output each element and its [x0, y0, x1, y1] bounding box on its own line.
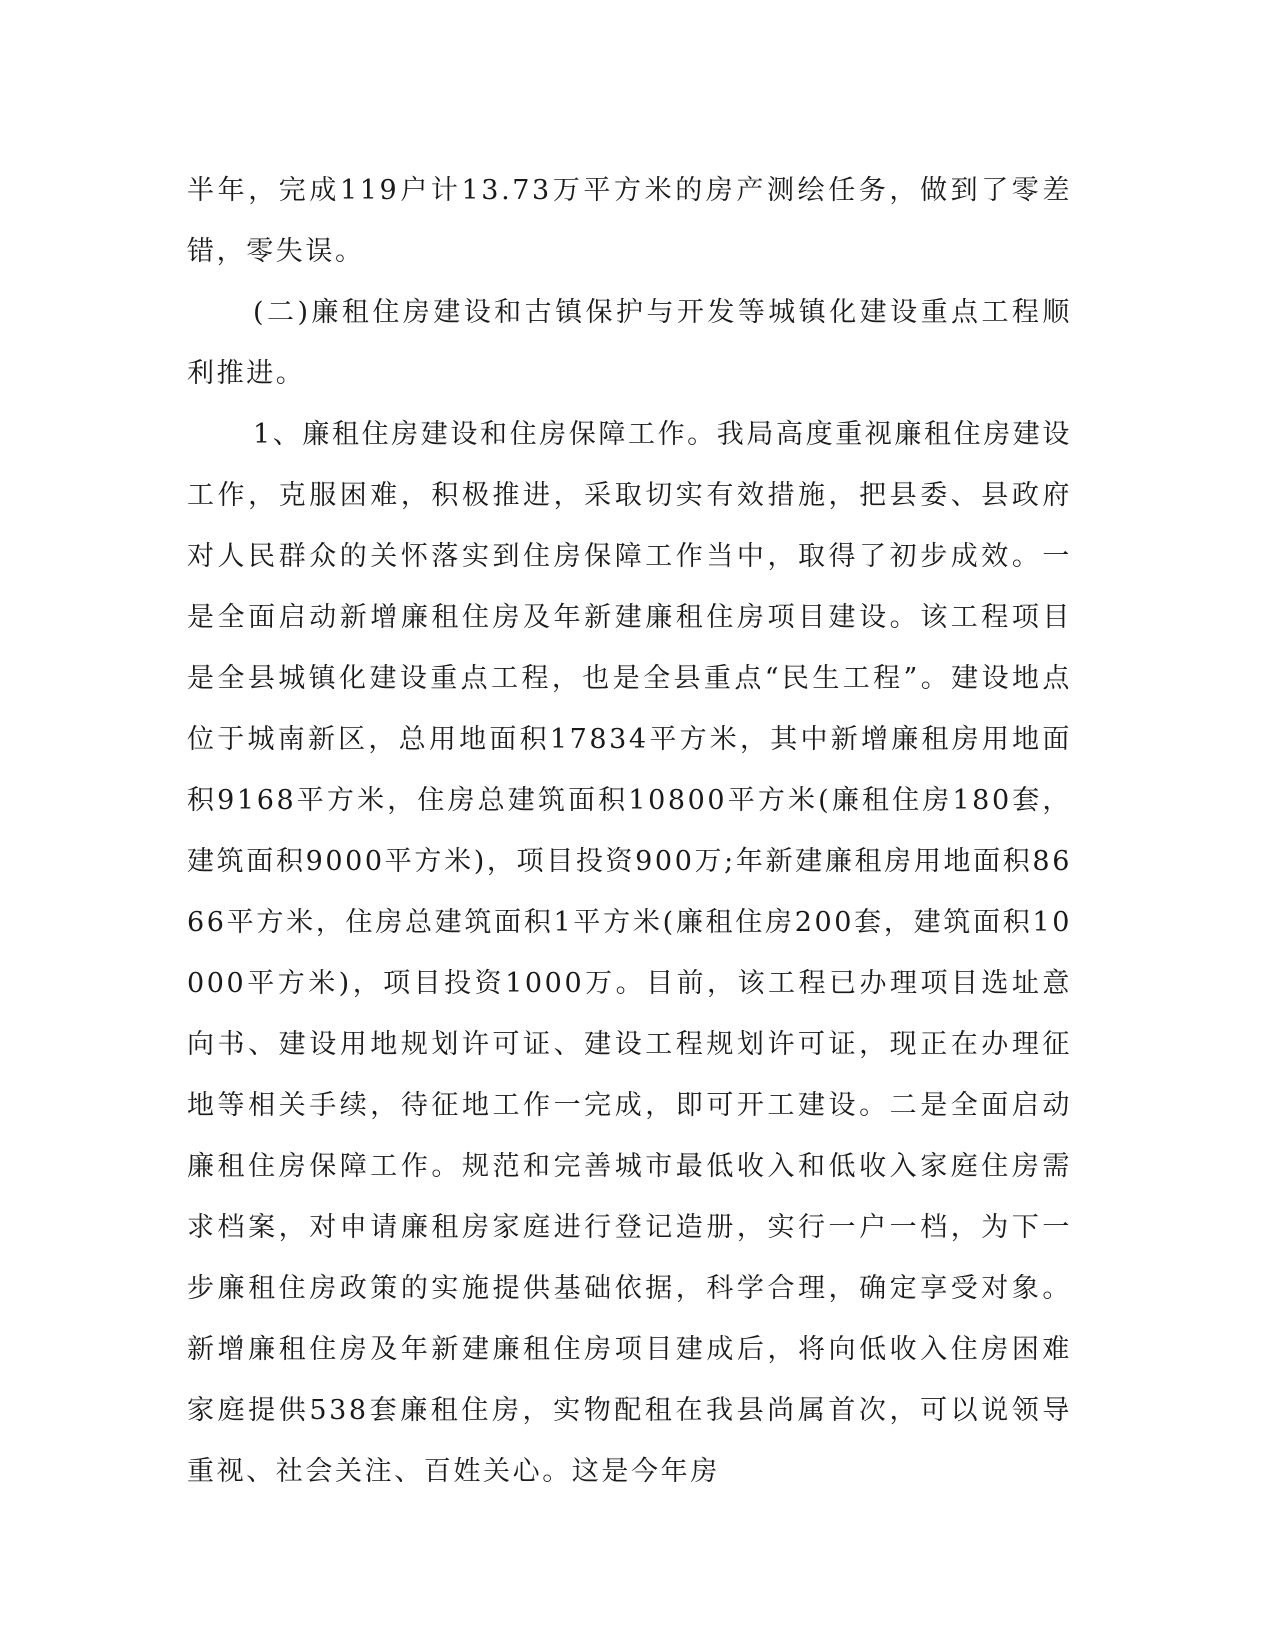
paragraph-survey-results: 半年，完成119户计13.73万平方米的房产测绘任务，做到了零差错，零失误。: [187, 175, 1072, 267]
paragraph-low-rent-housing: 1、廉租住房建设和住房保障工作。我局高度重视廉租住房建设工作，克服困难，积极推进，采取切实有效措施，把县委、县政府对人民群众的关怀落实到住房保障工作当中，取得了初步成效。一是全面启动新增廉租住房及年新建廉租住房项目建设。该工程项目是全县城镇化建设重点工程，也是全县重点“民生工程”。建设地点位于城南新区，总用地面积17834平方米，其中新增廉租房用地面积9168平方米，住房总建筑面积10800平方米(廉租住房180套，建筑面积9000平方米)，项目投资900万;年新建廉租房用地面积8666平方米，住房总建筑面积1平方米(廉租住房200套，建筑面积10000平方米)，项目投资1000万。目前，该工程已办理项目选址意向书、建设用地规划许可证、建设工程规划许可证，现正在办理征地等相关手续，待征地工作一完成，即可开工建设。二是全面启动廉租住房保障工作。规范和完善城市最低收入和低收入家庭住房需求档案，对申请廉租房家庭进行登记造册，实行一户一档，为下一步廉租住房政策的实施提供基础依据，科学合理，确定享受对象。新增廉租住房及年新建廉租住房项目建成后，将向低收入住房困难家庭提供538套廉租住房，实物配租在我县尚属首次，可以说领导重视、社会关注、百姓关心。这是今年房: [187, 419, 1072, 1487]
document-body: [187, 160, 1072, 1502]
section-heading-2: (二)廉租住房建设和古镇保护与开发等城镇化建设重点工程顺利推进。: [187, 297, 1072, 389]
